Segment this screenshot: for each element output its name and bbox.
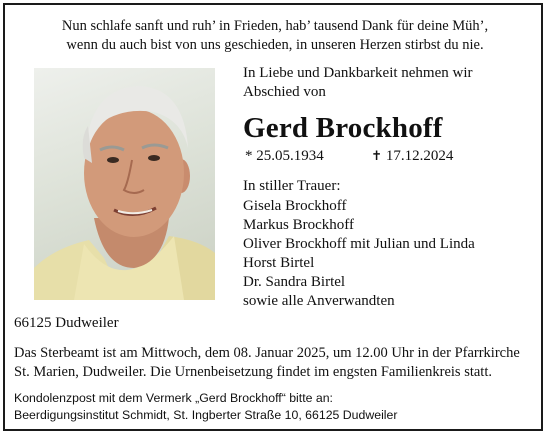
portrait-photo [34, 68, 215, 300]
mourner-name: Gisela Brockhoff [243, 198, 347, 214]
poem-line-1: Nun schlafe sanft und ruh’ in Frieden, hab’ tausend Dank für deine Müh’, [61, 18, 489, 34]
poem-line-2: wenn du auch bist von uns geschieden, in unseren Herzen stirbst du nie. [66, 37, 484, 53]
intro-line-2: Abschied von [243, 84, 326, 100]
dates-row [245, 148, 453, 165]
location: 66125 Dudweiler [14, 315, 119, 331]
portrait-illustration [34, 68, 215, 300]
death-date: 17.12.2024 [385, 148, 454, 164]
service-line-2: St. Marien, Dudweiler. Die Urnenbeisetzung findet im engsten Familienkreis statt. [14, 364, 492, 380]
mourner-name: Dr. Sandra Birtel [243, 274, 346, 290]
mourner-name: Horst Birtel [243, 255, 315, 271]
mourner-name: Markus Brockhoff [243, 217, 354, 233]
birth-symbol: * [245, 148, 253, 164]
service-line-1: Das Sterbeamt ist am Mittwoch, dem 08. Januar 2025, um 12.00 Uhr in der Pfarrkirche [14, 345, 520, 361]
mourner-name: Oliver Brockhoff mit Julian und Linda [243, 236, 475, 252]
deceased-name: Gerd Brockhoff [243, 112, 443, 144]
intro-line-1: In Liebe und Dankbarkeit nehmen wir [243, 65, 473, 81]
cross-icon: ✝ [371, 149, 383, 164]
mourner-others: sowie alle Anverwandten [243, 293, 395, 309]
condolence-line-1: Kondolenzpost mit dem Vermerk „Gerd Brockhoff“ bitte an: [14, 391, 333, 405]
condolence-line-2: Beerdigungsinstitut Schmidt, St. Ingberter Straße 10, 66125 Dudweiler [14, 408, 398, 422]
mourners-heading: In stiller Trauer: [243, 178, 341, 194]
birth-date: 25.05.1934 [256, 148, 324, 164]
